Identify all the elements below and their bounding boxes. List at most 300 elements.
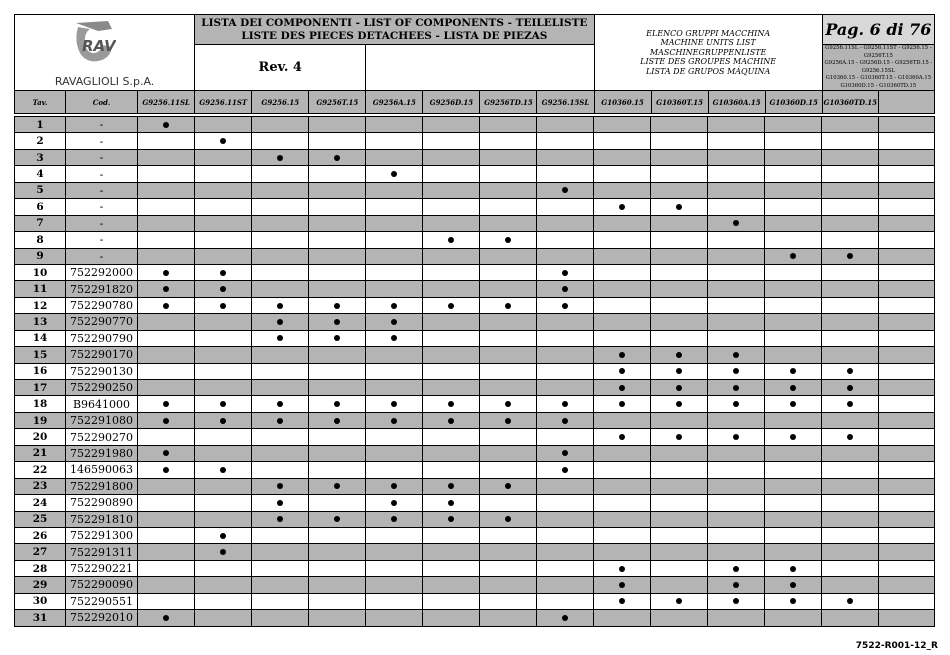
- applicability-dot-icon: [163, 450, 169, 456]
- applicability-dot-icon: [391, 319, 397, 325]
- model-cell: [252, 248, 309, 264]
- model-cell: [366, 264, 423, 280]
- table-row: [15, 215, 935, 231]
- applicability-dot-icon: [220, 138, 226, 144]
- model-cell: [195, 429, 252, 445]
- model-cell: [252, 380, 309, 396]
- model-cell: [480, 396, 537, 412]
- page-number: Pag. 6 di 76: [822, 15, 934, 45]
- model-cell: [366, 610, 423, 626]
- applicability-dot-icon: [619, 204, 625, 210]
- applicability-dot-icon: [847, 434, 853, 440]
- applicability-dot-icon: [562, 187, 568, 193]
- model-cell: [252, 149, 309, 165]
- applicability-dot-icon: [562, 418, 568, 424]
- model-cell: [252, 560, 309, 576]
- model-cell: [252, 544, 309, 560]
- applicability-dot-icon: [448, 418, 454, 424]
- model-cell: [480, 199, 537, 215]
- model-cell: [138, 314, 195, 330]
- model-cell: [594, 281, 651, 297]
- model-cell: [822, 347, 879, 363]
- model-cell: [423, 215, 480, 231]
- applicability-dot-icon: [733, 434, 739, 440]
- model-cell: [138, 232, 195, 248]
- units-list-fr: LISTE DES GROUPES MACHINE: [640, 57, 777, 67]
- model-cell: [594, 610, 651, 626]
- code-cell: 146590063: [66, 462, 138, 478]
- column-header-model: [878, 91, 934, 114]
- model-cell: [594, 478, 651, 494]
- model-cell: [594, 117, 651, 133]
- model-cell: [423, 264, 480, 280]
- model-cell: [252, 396, 309, 412]
- model-cell: [594, 264, 651, 280]
- column-header-row: [15, 91, 935, 114]
- applicability-dot-icon: [277, 155, 283, 161]
- model-cell: [537, 182, 594, 198]
- model-cell: [138, 330, 195, 346]
- table-row: [15, 297, 935, 313]
- model-cell: [537, 593, 594, 609]
- applicability-dot-icon: [277, 483, 283, 489]
- applicability-dot-icon: [448, 237, 454, 243]
- tav-cell: 10: [15, 264, 66, 280]
- model-cell: [537, 610, 594, 626]
- model-cell: [252, 363, 309, 379]
- company-logo-cell: [15, 15, 195, 91]
- model-cell: [708, 478, 765, 494]
- model-cell: [138, 281, 195, 297]
- model-cell: [138, 560, 195, 576]
- code-cell: 752292000: [66, 264, 138, 280]
- model-cell: [879, 314, 935, 330]
- model-cell: [366, 199, 423, 215]
- model-cell: [252, 166, 309, 182]
- models-line-2: G9256A.15 - G9256D.15 - G9256TD.15 - G9256.15SL: [824, 60, 933, 74]
- model-cell: [822, 610, 879, 626]
- table-row: [15, 577, 935, 593]
- model-cell: [708, 560, 765, 576]
- table-row: [15, 396, 935, 412]
- table-row: [15, 560, 935, 576]
- units-list-es: LISTA DE GRUPOS MÁQUINA: [645, 66, 771, 76]
- tav-cell: 21: [15, 445, 66, 461]
- applicability-dot-icon: [391, 418, 397, 424]
- model-cell: [879, 478, 935, 494]
- code-cell: 752291311: [66, 544, 138, 560]
- model-cell: [594, 462, 651, 478]
- model-cell: [366, 560, 423, 576]
- applicability-dot-icon: [220, 303, 226, 309]
- applicability-dot-icon: [847, 368, 853, 374]
- tav-cell: 12: [15, 297, 66, 313]
- applicability-dot-icon: [220, 467, 226, 473]
- model-cell: [138, 527, 195, 543]
- model-cell: [708, 593, 765, 609]
- table-row: [15, 314, 935, 330]
- model-cell: [423, 232, 480, 248]
- applicability-dot-icon: [847, 598, 853, 604]
- title-line-1: LISTA DEI COMPONENTI - LIST OF COMPONENTS - TEILELISTE: [201, 16, 588, 29]
- model-cell: [765, 429, 822, 445]
- model-cell: [309, 248, 366, 264]
- model-cell: [195, 347, 252, 363]
- model-cell: [138, 363, 195, 379]
- model-cell: [423, 330, 480, 346]
- applicability-dot-icon: [277, 516, 283, 522]
- model-cell: [195, 544, 252, 560]
- applicability-dot-icon: [619, 582, 625, 588]
- model-cell: [309, 380, 366, 396]
- units-list-en: MACHINE UNITS LIST: [660, 38, 756, 48]
- column-header-model: G10360A.15: [708, 91, 765, 114]
- model-cell: [366, 380, 423, 396]
- table-row: [15, 380, 935, 396]
- applicability-dot-icon: [790, 598, 796, 604]
- applicability-dot-icon: [790, 434, 796, 440]
- applicability-dot-icon: [163, 122, 169, 128]
- tav-cell: 9: [15, 248, 66, 264]
- applicability-dot-icon: [619, 434, 625, 440]
- model-cell: [879, 610, 935, 626]
- model-cell: [195, 297, 252, 313]
- model-cell: [423, 429, 480, 445]
- model-cell: [480, 495, 537, 511]
- applicability-dot-icon: [562, 401, 568, 407]
- model-cell: [366, 133, 423, 149]
- column-header-model: G10360TD.15: [822, 91, 878, 114]
- applicability-dot-icon: [847, 385, 853, 391]
- model-cell: [138, 445, 195, 461]
- model-cell: [252, 429, 309, 445]
- model-cell: [480, 593, 537, 609]
- tav-cell: 28: [15, 560, 66, 576]
- model-cell: [480, 560, 537, 576]
- applicability-dot-icon: [790, 401, 796, 407]
- model-cell: [195, 182, 252, 198]
- tav-cell: 24: [15, 495, 66, 511]
- table-row: [15, 264, 935, 280]
- model-cell: [651, 232, 708, 248]
- column-header-model: G9256D.15: [423, 91, 480, 114]
- model-cell: [366, 363, 423, 379]
- tav-cell: 22: [15, 462, 66, 478]
- model-cell: [480, 133, 537, 149]
- model-cell: [309, 445, 366, 461]
- model-cell: [480, 117, 537, 133]
- model-cell: [480, 264, 537, 280]
- table-row: [15, 527, 935, 543]
- model-cell: [138, 495, 195, 511]
- applicability-dot-icon: [505, 401, 511, 407]
- model-cell: [195, 232, 252, 248]
- applicability-dot-icon: [163, 303, 169, 309]
- model-cell: [195, 363, 252, 379]
- model-cell: [594, 363, 651, 379]
- model-cell: [765, 478, 822, 494]
- model-cell: [765, 380, 822, 396]
- tav-cell: 5: [15, 182, 66, 198]
- model-cell: [252, 232, 309, 248]
- model-cell: [309, 264, 366, 280]
- model-cell: [537, 363, 594, 379]
- applicability-dot-icon: [619, 598, 625, 604]
- applicability-dot-icon: [733, 352, 739, 358]
- model-cell: [708, 462, 765, 478]
- model-cell: [252, 297, 309, 313]
- model-cell: [594, 330, 651, 346]
- applicability-dot-icon: [391, 401, 397, 407]
- model-cell: [594, 527, 651, 543]
- column-header-model: G10360D.15: [765, 91, 822, 114]
- model-cell: [822, 248, 879, 264]
- model-cell: [594, 511, 651, 527]
- model-cell: [366, 445, 423, 461]
- model-cell: [423, 133, 480, 149]
- model-cell: [879, 495, 935, 511]
- applicability-dot-icon: [505, 418, 511, 424]
- model-cell: [138, 511, 195, 527]
- applicability-dot-icon: [790, 368, 796, 374]
- code-cell: -: [66, 215, 138, 231]
- code-cell: 752290250: [66, 380, 138, 396]
- model-cell: [765, 297, 822, 313]
- model-cell: [309, 511, 366, 527]
- applicability-dot-icon: [448, 500, 454, 506]
- model-cell: [651, 149, 708, 165]
- model-cell: [537, 396, 594, 412]
- model-cell: [765, 199, 822, 215]
- model-cell: [138, 347, 195, 363]
- applicability-dot-icon: [163, 418, 169, 424]
- model-cell: [708, 544, 765, 560]
- model-cell: [594, 445, 651, 461]
- model-cell: [822, 412, 879, 428]
- table-row: [15, 363, 935, 379]
- model-cell: [423, 560, 480, 576]
- model-cell: [195, 560, 252, 576]
- model-cell: [309, 577, 366, 593]
- model-cell: [651, 478, 708, 494]
- code-cell: -: [66, 149, 138, 165]
- model-cell: [822, 232, 879, 248]
- table-row: [15, 544, 935, 560]
- model-cell: [594, 182, 651, 198]
- model-cell: [138, 412, 195, 428]
- model-cell: [480, 462, 537, 478]
- model-cell: [423, 478, 480, 494]
- model-cell: [594, 396, 651, 412]
- code-cell: 752290790: [66, 330, 138, 346]
- model-cell: [309, 133, 366, 149]
- model-cell: [252, 610, 309, 626]
- model-cell: [309, 478, 366, 494]
- model-cell: [537, 380, 594, 396]
- model-cell: [252, 478, 309, 494]
- model-cell: [195, 133, 252, 149]
- table-row: [15, 182, 935, 198]
- model-cell: [195, 527, 252, 543]
- model-cell: [480, 232, 537, 248]
- table-row: [15, 199, 935, 215]
- model-cell: [651, 462, 708, 478]
- model-cell: [879, 149, 935, 165]
- column-header-tav: Tav.: [15, 91, 66, 114]
- code-cell: -: [66, 182, 138, 198]
- model-cell: [138, 264, 195, 280]
- model-cell: [252, 264, 309, 280]
- applicability-dot-icon: [505, 483, 511, 489]
- code-cell: 752290170: [66, 347, 138, 363]
- code-cell: -: [66, 232, 138, 248]
- tav-cell: 18: [15, 396, 66, 412]
- model-cell: [708, 117, 765, 133]
- model-cell: [537, 445, 594, 461]
- model-cell: [879, 593, 935, 609]
- model-cell: [480, 248, 537, 264]
- model-cell: [366, 593, 423, 609]
- model-cell: [879, 396, 935, 412]
- model-cell: [765, 560, 822, 576]
- model-cell: [423, 610, 480, 626]
- model-cell: [366, 215, 423, 231]
- model-cell: [651, 166, 708, 182]
- model-cell: [822, 495, 879, 511]
- model-cell: [822, 314, 879, 330]
- model-cell: [651, 347, 708, 363]
- model-cell: [879, 462, 935, 478]
- model-cell: [822, 593, 879, 609]
- model-cell: [423, 248, 480, 264]
- applicability-dot-icon: [334, 303, 340, 309]
- model-cell: [366, 544, 423, 560]
- model-cell: [765, 396, 822, 412]
- model-cell: [252, 330, 309, 346]
- model-cell: [708, 396, 765, 412]
- model-cell: [879, 133, 935, 149]
- model-cell: [309, 412, 366, 428]
- model-cell: [708, 347, 765, 363]
- model-cell: [879, 544, 935, 560]
- model-cell: [195, 478, 252, 494]
- applicability-dot-icon: [220, 286, 226, 292]
- table-row: [15, 149, 935, 165]
- applicability-dot-icon: [676, 434, 682, 440]
- applicability-dot-icon: [163, 270, 169, 276]
- applicability-dot-icon: [562, 615, 568, 621]
- model-cell: [651, 445, 708, 461]
- model-cell: [252, 347, 309, 363]
- applicability-dot-icon: [562, 467, 568, 473]
- model-cell: [708, 297, 765, 313]
- model-cell: [765, 527, 822, 543]
- model-cell: [195, 593, 252, 609]
- model-cell: [651, 182, 708, 198]
- applicability-dot-icon: [790, 253, 796, 259]
- model-cell: [594, 166, 651, 182]
- applicability-dot-icon: [391, 483, 397, 489]
- revision-label: Rev. 4: [195, 45, 366, 91]
- model-cell: [366, 281, 423, 297]
- model-cell: [195, 577, 252, 593]
- model-cell: [309, 330, 366, 346]
- components-table: [14, 116, 935, 627]
- model-cell: [537, 495, 594, 511]
- model-cell: [594, 232, 651, 248]
- model-cell: [651, 314, 708, 330]
- applicability-dot-icon: [391, 171, 397, 177]
- document-title: [195, 15, 594, 45]
- model-cell: [879, 511, 935, 527]
- model-cell: [822, 560, 879, 576]
- code-cell: 752291800: [66, 478, 138, 494]
- tav-cell: 17: [15, 380, 66, 396]
- model-cell: [822, 380, 879, 396]
- model-cell: [822, 511, 879, 527]
- model-cell: [765, 281, 822, 297]
- model-cell: [195, 314, 252, 330]
- model-cell: [708, 232, 765, 248]
- model-cell: [651, 281, 708, 297]
- model-cell: [537, 412, 594, 428]
- model-cell: [309, 182, 366, 198]
- applicability-dot-icon: [391, 516, 397, 522]
- model-cell: [537, 215, 594, 231]
- model-cell: [822, 577, 879, 593]
- model-cell: [423, 412, 480, 428]
- model-cell: [252, 495, 309, 511]
- model-cell: [195, 445, 252, 461]
- applicability-dot-icon: [391, 335, 397, 341]
- model-cell: [537, 199, 594, 215]
- model-cell: [594, 380, 651, 396]
- model-cell: [765, 363, 822, 379]
- applicability-dot-icon: [619, 385, 625, 391]
- tav-cell: 19: [15, 412, 66, 428]
- tav-cell: 6: [15, 199, 66, 215]
- model-cell: [366, 248, 423, 264]
- model-cell: [765, 593, 822, 609]
- applicability-dot-icon: [277, 303, 283, 309]
- model-cell: [138, 610, 195, 626]
- model-cell: [594, 412, 651, 428]
- model-cell: [879, 215, 935, 231]
- model-cell: [822, 215, 879, 231]
- tav-cell: 27: [15, 544, 66, 560]
- table-row: [15, 445, 935, 461]
- column-header-model: G10360T.15: [651, 91, 708, 114]
- model-cell: [138, 215, 195, 231]
- model-cell: [366, 478, 423, 494]
- model-cell: [708, 314, 765, 330]
- model-cell: [708, 527, 765, 543]
- model-cell: [309, 232, 366, 248]
- model-cell: [822, 363, 879, 379]
- model-cell: [423, 544, 480, 560]
- model-cell: [252, 412, 309, 428]
- model-cell: [651, 330, 708, 346]
- applicability-dot-icon: [163, 467, 169, 473]
- applicability-dot-icon: [391, 500, 397, 506]
- model-cell: [366, 297, 423, 313]
- code-cell: B9641000: [66, 396, 138, 412]
- code-cell: 752291810: [66, 511, 138, 527]
- model-cell: [138, 133, 195, 149]
- model-cell: [366, 182, 423, 198]
- model-cell: [651, 380, 708, 396]
- title-line-2: LISTE DES PIECES DETACHEES - LISTA DE PIEZAS: [241, 29, 548, 42]
